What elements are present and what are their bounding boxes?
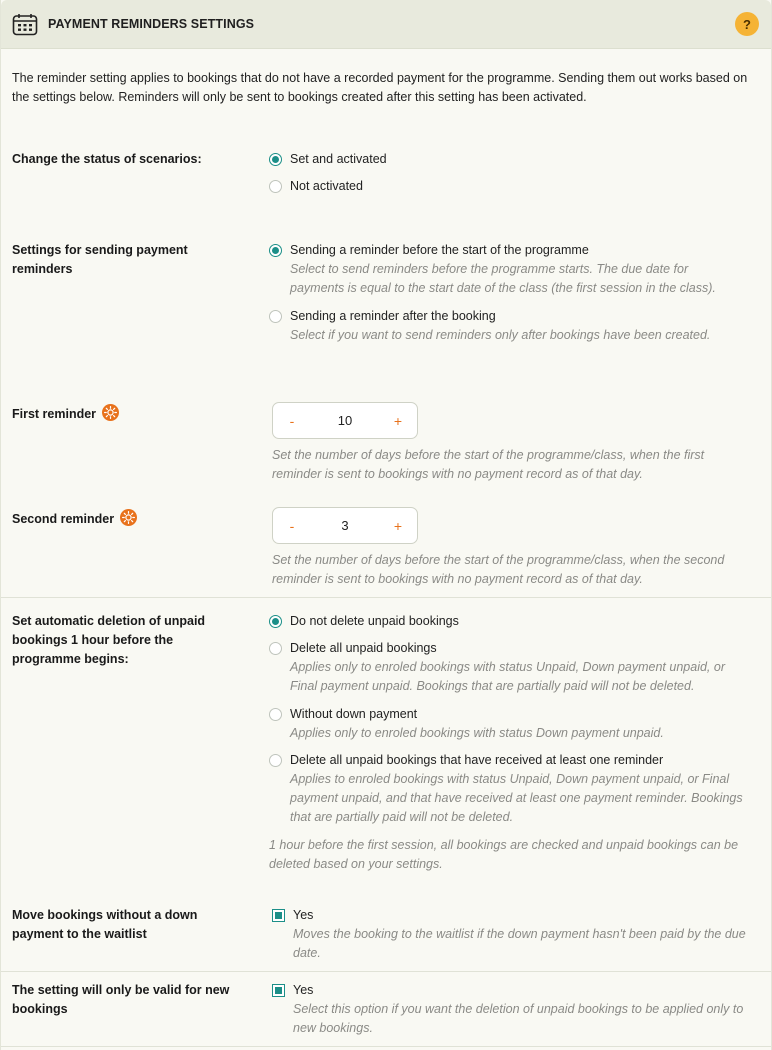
intro-text: The reminder setting applies to bookings that do not have a recorded payment for the programme. Sending them out works based on the settings below. Reminders will only be sent to bookings created after this setting has been activated. <box>12 71 748 104</box>
divider <box>1 1046 771 1047</box>
second-reminder-hint: Set the number of days before the start of the programme/class, when the second reminder is sent to bookings with no payment record as of that day. <box>272 553 725 586</box>
radio-unchecked-icon[interactable] <box>269 310 282 323</box>
radio-checked-icon[interactable] <box>269 153 282 166</box>
radio-set-and-activated[interactable]: Set and activated <box>269 150 759 169</box>
hint-text: Select to send reminders before the programme starts. The due date for payments is equal to the start date of the class (the first session in the class). <box>290 262 716 295</box>
increment-button[interactable]: + <box>393 517 403 534</box>
hint-text: Applies only to enroled bookings with status Down payment unpaid. <box>290 726 664 740</box>
second-reminder-stepper[interactable] <box>272 507 418 544</box>
radio-checked-icon[interactable] <box>269 615 282 628</box>
radio-without-down-payment[interactable]: Without down payment Applies only to enroled bookings with status Down payment unpaid. <box>269 705 759 743</box>
sun-icon <box>102 404 119 421</box>
status-label: Change the status of scenarios: <box>12 152 202 166</box>
panel-title: PAYMENT REMINDERS SETTINGS <box>48 17 255 31</box>
checkbox-checked-icon[interactable] <box>272 984 285 997</box>
first-reminder-label: First reminder <box>12 404 237 424</box>
stepper-value[interactable]: 10 <box>337 413 353 428</box>
radio-after-booking[interactable]: Sending a reminder after the booking Select if you want to send reminders only after bookings have been created. <box>269 307 759 345</box>
deletion-footnote: 1 hour before the first session, all bookings are checked and unpaid bookings can be deleted based on your settings. <box>269 838 739 871</box>
decrement-button[interactable]: - <box>289 412 295 429</box>
first-reminder-hint: Set the number of days before the start of the programme/class, when the first reminder is sent to bookings with no payment record as of that day. <box>272 448 705 481</box>
stepper-value[interactable]: 3 <box>341 518 349 533</box>
increment-button[interactable]: + <box>393 412 403 429</box>
radio-not-activated[interactable]: Not activated <box>269 177 759 196</box>
deletion-label: Set automatic deletion of unpaid bookings 1 hour before the programme begins: <box>12 614 206 666</box>
checkbox-checked-icon[interactable] <box>272 909 285 922</box>
radio-unchecked-icon[interactable] <box>269 180 282 193</box>
sending-options <box>269 241 759 345</box>
decrement-button[interactable]: - <box>289 517 295 534</box>
new-bookings-option <box>272 981 762 1038</box>
radio-checked-icon[interactable] <box>269 244 282 257</box>
checkbox-new-bookings[interactable]: Yes Select this option if you want the deletion of unpaid bookings to be applied only to new bookings. <box>272 981 762 1038</box>
radio-do-not-delete[interactable]: Do not delete unpaid bookings <box>269 612 759 631</box>
divider <box>1 597 771 598</box>
waitlist-label: Move bookings without a down payment to the waitlist <box>12 908 198 941</box>
hint-text: Applies only to enroled bookings with status Unpaid, Down payment unpaid, or Final payment unpaid. Bookings that are partially paid will not be deleted. <box>290 660 725 693</box>
calendar-icon <box>11 12 39 36</box>
second-reminder-label: Second reminder <box>12 509 237 529</box>
radio-before-start[interactable]: Sending a reminder before the start of the programme Select to send reminders before the programme starts. The due date for payments is equal to the start date of the class (the first session in the class). <box>269 241 759 298</box>
hint-text: Moves the booking to the waitlist if the down payment hasn't been paid by the due date. <box>293 927 746 960</box>
hint-text: Applies to enroled bookings with status Unpaid, Down payment unpaid, or Final payment unpaid, and that have received at least one payment reminder. Bookings that are partially paid will not be deleted. <box>290 772 743 824</box>
hint-text: Select this option if you want the deletion of unpaid bookings to be applied only to new bookings. <box>293 1002 744 1035</box>
help-button[interactable]: ? <box>735 12 759 36</box>
deletion-options <box>269 612 759 874</box>
radio-unchecked-icon[interactable] <box>269 708 282 721</box>
checkbox-waitlist[interactable]: Yes Moves the booking to the waitlist if the down payment hasn't been paid by the due date. <box>272 906 762 963</box>
hint-text: Select if you want to send reminders only after bookings have been created. <box>290 328 711 342</box>
radio-unchecked-icon[interactable] <box>269 642 282 655</box>
divider <box>1 971 771 972</box>
radio-delete-all-unpaid[interactable]: Delete all unpaid bookings Applies only to enroled bookings with status Unpaid, Down payment unpaid, or Final payment unpaid. Bookings that are partially paid will not be deleted. <box>269 639 759 696</box>
waitlist-option <box>272 906 762 963</box>
sending-label: Settings for sending payment reminders <box>12 243 188 276</box>
new-bookings-label: The setting will only be valid for new bookings <box>12 983 230 1016</box>
status-options <box>269 150 759 196</box>
radio-delete-after-reminder[interactable]: Delete all unpaid bookings that have received at least one reminder Applies to enroled bookings with status Unpaid, Down payment unpaid, or Final payment unpaid, and that have received at least one payment reminder. Bookings that are partially paid will not be deleted. <box>269 751 759 827</box>
radio-unchecked-icon[interactable] <box>269 754 282 767</box>
sun-icon <box>120 509 137 526</box>
panel-header <box>1 0 771 49</box>
first-reminder-stepper[interactable] <box>272 402 418 439</box>
